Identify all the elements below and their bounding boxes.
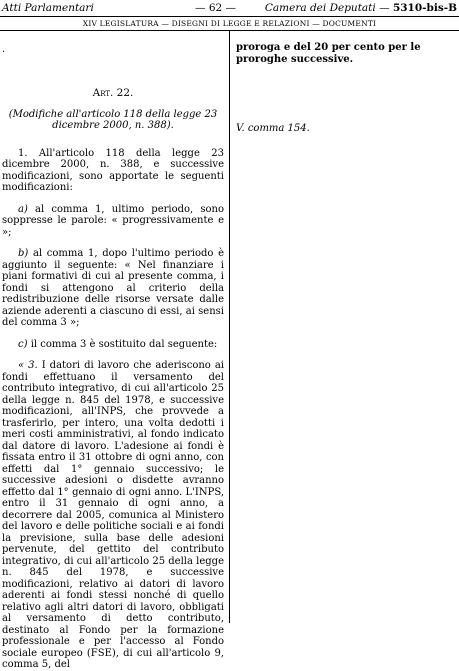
article-subtitle: (Modifiche all'articolo 118 della legge 23 dicembre 2000, n. 388). [8, 108, 218, 131]
paragraph-c [2, 339, 224, 351]
stray-dot: . [2, 44, 6, 55]
quote-text: I datori di lavoro che aderiscono ai fondi effettuano il versamento del contributo integrativo, di cui all'articolo 25 della legge n. 845 del 1978, e successive modificazioni, all'INPS, che provvede a trasferirlo, per intero, una volta dedotti i meri costi amministrativi, al fondo indicato dal datore di lavoro. L'adesione ai fondi è fissata entro il 31 ottobre di ogni anno, con effetti dal 1° gennaio successivo; le successive adesioni o disdette avranno effetto dal 1° gennaio di ogni anno. L'INPS, entro il 31 gennaio di ogni anno, a decorrere dal 2005, comunica al Ministero del lavoro e delle politiche sociali e ai fondi la previsione, sulla base delle adesioni pervenute, del gettito del contributo integrativo, di cui all'articolo 25 della legge n. 845 del 1978, e successive modificazioni, relativo ai datori di lavoro aderenti ai fondi stessi nonché di quello relativo agli altri datori di lavoro, obbligati al versamento di detto contributo, destinato al Fondo per la formazione professionale e per l'accesso al Fondo sociale europeo (FSE), di cui all'articolo 9, comma 5, del [2, 360, 224, 670]
document-code: 5310-bis-B [392, 2, 457, 14]
header-left: Atti Parlamentari [2, 2, 94, 14]
item-a-letter: a) [18, 203, 28, 215]
paragraph-b [2, 248, 224, 329]
right-column [236, 44, 457, 135]
page-header [0, 0, 459, 16]
header-right [265, 2, 457, 14]
right-reference: V. comma 154. [236, 123, 310, 134]
page-number: — 62 — [195, 2, 237, 14]
header-rule [0, 16, 459, 17]
item-b-letter: b) [18, 248, 29, 259]
item-c-letter: c) [18, 338, 28, 350]
right-bold-text: proroga e del 20 per cento per le proroghe successive. [236, 42, 421, 65]
article-title: Art. 22. [92, 87, 134, 99]
quoted-paragraph [2, 360, 224, 671]
header-right-label: Camera dei Deputati — [264, 2, 390, 14]
item-a-text: al comma 1, ultimo periodo, sono soppresse le parole: « progressivamente e »; [2, 203, 224, 238]
left-column [2, 44, 224, 671]
item-b-text: al comma 1, dopo l'ultimo periodo è aggiunto il seguente: « Nel finanziare i piani formativi di cui al presente comma, i fondi si attengono al criterio della redistribuzione delle risorse versate dalle aziende aderenti a ciascuno di essi, ai sensi del comma 3 »; [2, 248, 224, 328]
item-c-text: il comma 3 è sostituito dal seguente: [27, 338, 218, 350]
column-divider [229, 30, 230, 623]
paragraph-1: 1. All'articolo 118 della legge 23 dicembre 2000, n. 388, e successive modificazioni, sono apportate le seguenti modificazioni: [2, 147, 224, 193]
quote-number: « 3. [18, 360, 42, 371]
paragraph-a [2, 204, 224, 239]
subheader: XIV LEGISLATURA — DISEGNI DI LEGGE E RELAZIONI — DOCUMENTI [82, 19, 377, 28]
